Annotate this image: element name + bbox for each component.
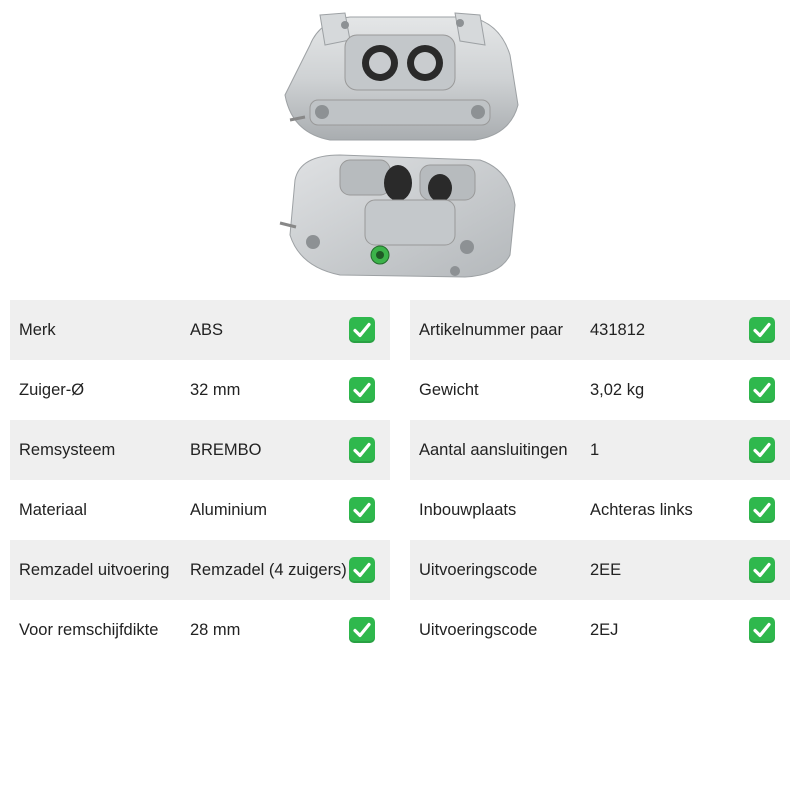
check-mark-icon	[749, 317, 775, 343]
check-mark-icon	[749, 497, 775, 523]
spec-value: 3,02 kg	[590, 381, 645, 399]
check-mark-icon	[349, 437, 375, 463]
spec-label: Merk	[19, 321, 56, 339]
spec-label: Uitvoeringscode	[419, 561, 538, 579]
spec-label: Inbouwplaats	[419, 501, 517, 519]
check-mark-icon	[349, 377, 375, 403]
spec-row	[10, 600, 390, 660]
spec-label: Aantal aansluitingen	[419, 441, 568, 459]
spec-row	[410, 600, 790, 660]
spec-label: Artikelnummer paar	[419, 321, 563, 339]
upper-caliper	[285, 13, 518, 140]
check-mark-icon	[349, 497, 375, 523]
check-mark-icon	[349, 557, 375, 583]
spec-value: 1	[590, 441, 600, 459]
spec-label: Zuiger-Ø	[19, 381, 85, 399]
spec-row	[10, 420, 390, 480]
spec-value: Remzadel (4 zuigers)	[190, 561, 347, 579]
check-mark-icon	[749, 557, 775, 583]
spec-value: 2EE	[590, 561, 622, 579]
spec-value: BREMBO	[190, 441, 262, 459]
check-mark-icon	[749, 617, 775, 643]
spec-label: Uitvoeringscode	[419, 621, 538, 639]
spec-label: Gewicht	[419, 381, 479, 399]
check-mark-icon	[749, 377, 775, 403]
spec-label: Remsysteem	[19, 441, 116, 459]
spec-value: ABS	[190, 321, 224, 339]
spec-label: Voor remschijfdikte	[19, 621, 159, 639]
spec-row	[410, 300, 790, 360]
spec-label: Materiaal	[19, 501, 87, 519]
spec-row	[410, 420, 790, 480]
brake-caliper-image	[270, 5, 530, 290]
check-mark-icon	[749, 437, 775, 463]
spec-row	[410, 480, 790, 540]
spec-row	[10, 540, 390, 600]
spec-value: 431812	[590, 321, 646, 339]
spec-table-left	[10, 300, 390, 660]
spec-value: Aluminium	[190, 501, 268, 519]
spec-value: 28 mm	[190, 621, 241, 639]
spec-value: 2EJ	[590, 621, 619, 639]
spec-value: Achteras links	[590, 501, 693, 519]
spec-row	[410, 540, 790, 600]
spec-label: Remzadel uitvoering	[19, 561, 170, 579]
spec-row	[10, 480, 390, 540]
spec-table-right	[410, 300, 790, 660]
check-mark-icon	[349, 317, 375, 343]
spec-row	[410, 360, 790, 420]
check-mark-icon	[349, 617, 375, 643]
lower-caliper	[280, 155, 515, 277]
spec-row	[10, 360, 390, 420]
spec-value: 32 mm	[190, 381, 241, 399]
spec-row	[10, 300, 390, 360]
